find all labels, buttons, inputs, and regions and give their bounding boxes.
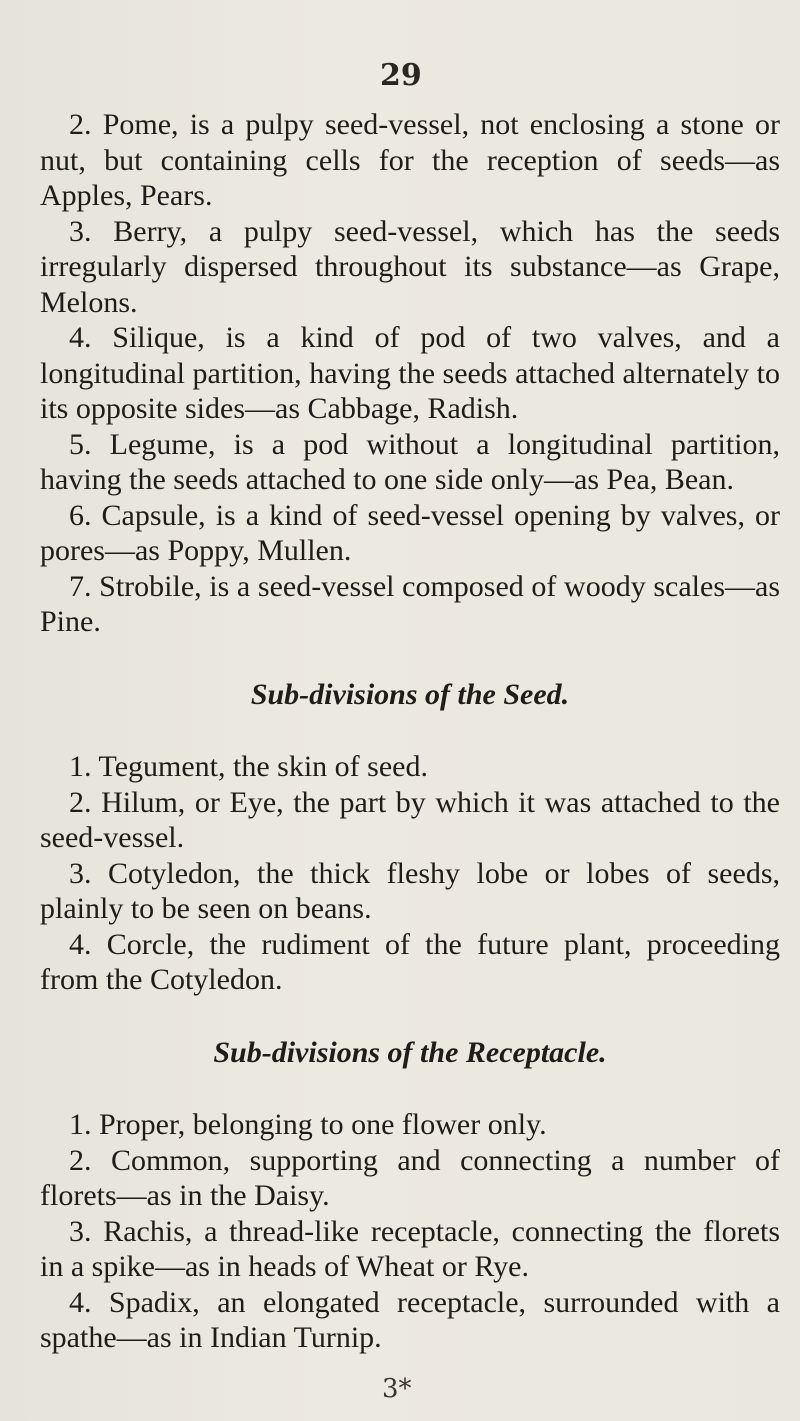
- fruit-entry-legume: 5. Legume, is a pod without a longitudinal partition, having the seeds attached to one side only—as Pea, Bean.: [40, 427, 780, 496]
- seed-entry-hilum: 2. Hilum, or Eye, the part by which it was attached to the seed-vessel.: [40, 785, 780, 854]
- seed-heading: Sub-divisions of the Seed.: [250, 677, 570, 711]
- receptacle-entry-proper: 1. Proper, belonging to one flower only.: [69, 1108, 547, 1141]
- fruit-entry-capsule: 6. Capsule, is a kind of seed-vessel opening by valves, or pores—as Poppy, Mullen.: [40, 498, 780, 567]
- page-number: 29: [380, 58, 422, 93]
- receptacle-entry-common: 2. Common, supporting and connecting a number of florets—as in the Daisy.: [40, 1143, 780, 1212]
- seed-entry-cotyledon: 3. Cotyledon, the thick fleshy lobe or lobes of seeds, plainly to be seen on beans.: [40, 856, 780, 925]
- page-body: [40, 107, 780, 1356]
- signature-mark: 3*: [382, 1374, 412, 1404]
- receptacle-heading: Sub-divisions of the Receptacle.: [213, 1035, 607, 1069]
- fruit-entry-pome: 2. Pome, is a pulpy seed-vessel, not enclosing a stone or nut, but containing cells for the reception of seeds—as Apples, Pears.: [40, 108, 780, 212]
- receptacle-entry-rachis: 3. Rachis, a thread-like receptacle, connecting the florets in a spike—as in heads of Wheat or Rye.: [40, 1214, 780, 1283]
- fruit-entry-strobile: 7. Strobile, is a seed-vessel composed of woody scales—as Pine.: [40, 569, 780, 638]
- fruit-entry-berry: 3. Berry, a pulpy seed-vessel, which has the seeds irregularly dispersed throughout its substance—as Grape, Melons.: [40, 214, 780, 319]
- seed-entry-corcle: 4. Corcle, the rudiment of the future plant, proceeding from the Cotyledon.: [40, 927, 780, 996]
- seed-entry-tegument: 1. Tegument, the skin of seed.: [69, 750, 428, 783]
- receptacle-entry-spadix: 4. Spadix, an elongated receptacle, surrounded with a spathe—as in Indian Turnip.: [40, 1285, 780, 1354]
- fruit-entry-silique: 4. Silique, is a kind of pod of two valves, and a longitudinal partition, having the seeds attached alternately to its opposite sides—as Cabbage, Radish.: [40, 321, 780, 425]
